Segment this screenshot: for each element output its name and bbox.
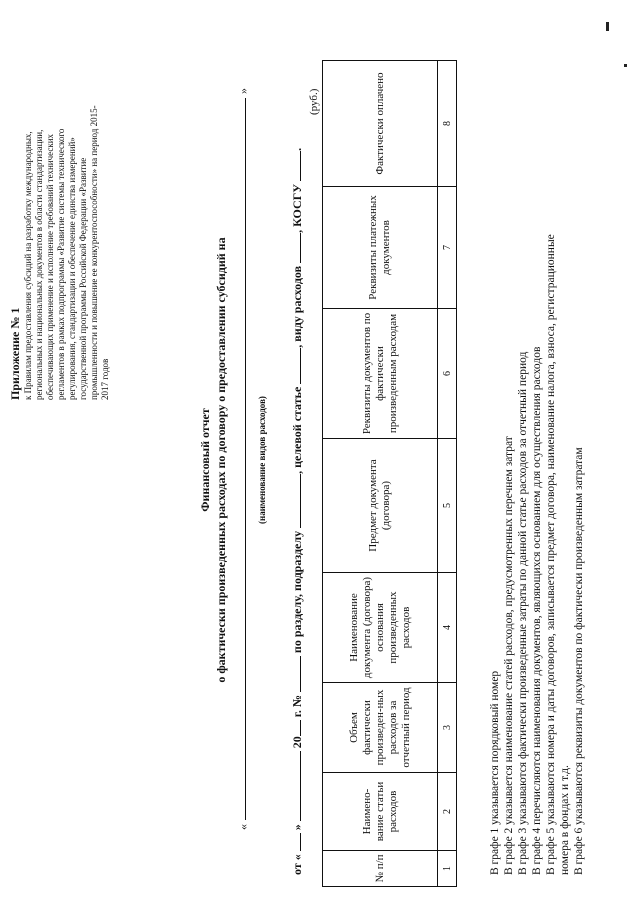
appendix-block bbox=[8, 80, 111, 400]
kind-label: , виду расходов bbox=[290, 265, 304, 348]
report-title: Финансовый отчет bbox=[198, 408, 212, 512]
expense-kinds-line bbox=[245, 98, 246, 820]
currency-label: (руб.) bbox=[308, 88, 320, 115]
column-header: Наименование документа (договора) основания произведенных расходов bbox=[323, 573, 438, 683]
notes-block bbox=[488, 75, 586, 875]
expense-kinds-field bbox=[236, 88, 251, 830]
column-number: 5 bbox=[438, 439, 457, 573]
column-header: Реквизиты платежных документов bbox=[323, 187, 438, 309]
quote-close: » bbox=[236, 88, 250, 94]
appendix-line: регламентов в рамках подпрограммы «Развитие системы технического bbox=[56, 128, 66, 400]
year-prefix: 20 bbox=[290, 736, 304, 749]
report-subtitle: о фактически произведенных расходах по договору о предоставлении субсидий на bbox=[214, 237, 228, 683]
section-blank bbox=[290, 474, 301, 528]
appendix-line: 2017 годов bbox=[100, 358, 110, 400]
column-header: Реквизиты документов по фактически произведенным расходам bbox=[323, 309, 438, 439]
month-blank bbox=[290, 751, 301, 821]
kosgu-blank bbox=[290, 151, 301, 181]
column-number: 4 bbox=[438, 573, 457, 683]
appendix-title: Приложение № 1 bbox=[8, 307, 22, 400]
note-line: В графе 2 указывается наименование статей расходов, предусмотренных перечнем затрат bbox=[503, 436, 515, 875]
column-number: 7 bbox=[438, 187, 457, 309]
appendix-line: региональных и национальных документов в области стандартизации, bbox=[34, 129, 44, 400]
column-number: 2 bbox=[438, 773, 457, 851]
end-mark: . bbox=[290, 147, 304, 151]
target-label: , целевой статье bbox=[290, 386, 304, 474]
appendix-line: обеспечивающих применение и исполнение требований технических bbox=[45, 133, 55, 400]
column-numbers-row bbox=[438, 61, 457, 887]
target-blank bbox=[290, 348, 301, 384]
number-blank bbox=[290, 656, 301, 692]
date-close-quote: » bbox=[290, 824, 304, 831]
appendix-line: регулирования, стандартизации и обеспечение единства измерений» bbox=[67, 137, 77, 400]
report-params-row bbox=[290, 55, 305, 875]
column-number: 3 bbox=[438, 683, 457, 773]
appendix-line: промышленности и повышение ее конкурентоспособности» на период 2015- bbox=[89, 105, 99, 400]
kind-blank bbox=[290, 233, 301, 263]
column-header: № п/п bbox=[323, 851, 438, 887]
column-header: Предмет документа (договора) bbox=[323, 439, 438, 573]
note-line: В графе 3 указываются фактически произведенные затраты по данной статье расходов за отчетный период bbox=[517, 351, 529, 875]
column-number: 6 bbox=[438, 309, 457, 439]
note-line: В графе 1 указывается порядковый номер bbox=[489, 670, 501, 875]
note-line: В графе 6 указываются реквизиты документов по фактически произведенным затратам bbox=[573, 447, 585, 875]
year-blank bbox=[290, 720, 301, 736]
number-label: г. № bbox=[290, 695, 304, 718]
table-header-row bbox=[323, 61, 438, 887]
column-header: Объем фактически произведен-ных расходов за отчетный период bbox=[323, 683, 438, 773]
report-table bbox=[322, 60, 457, 887]
appendix-line: к Правилам предоставления субсидий на разработку международных, bbox=[23, 131, 33, 400]
note-line: номера в фондах и т.д. bbox=[559, 765, 571, 875]
section-label: по разделу, подразделу bbox=[290, 530, 304, 654]
kosgu-label: , КОСГУ bbox=[290, 183, 304, 233]
date-from-label: от « bbox=[290, 854, 304, 875]
column-header: Наимено-вание статьи расходов bbox=[323, 773, 438, 851]
appendix-line: государственной программы Российской Федерации «Развитие bbox=[78, 157, 88, 400]
day-blank bbox=[290, 833, 301, 851]
column-header: Фактически оплачено bbox=[323, 61, 438, 187]
expense-kinds-caption: (наименование видов расходов) bbox=[257, 396, 267, 524]
note-line: В графе 4 перечисляются наименования документов, являющихся основанием для осуществления расходов bbox=[531, 346, 543, 875]
note-line: В графе 5 указываются номера и даты договоров, записывается предмет договора, наименование налога, взноса, регистрационные bbox=[545, 234, 557, 875]
column-number: 1 bbox=[438, 851, 457, 887]
column-number: 8 bbox=[438, 61, 457, 187]
quote-open: « bbox=[236, 824, 250, 830]
